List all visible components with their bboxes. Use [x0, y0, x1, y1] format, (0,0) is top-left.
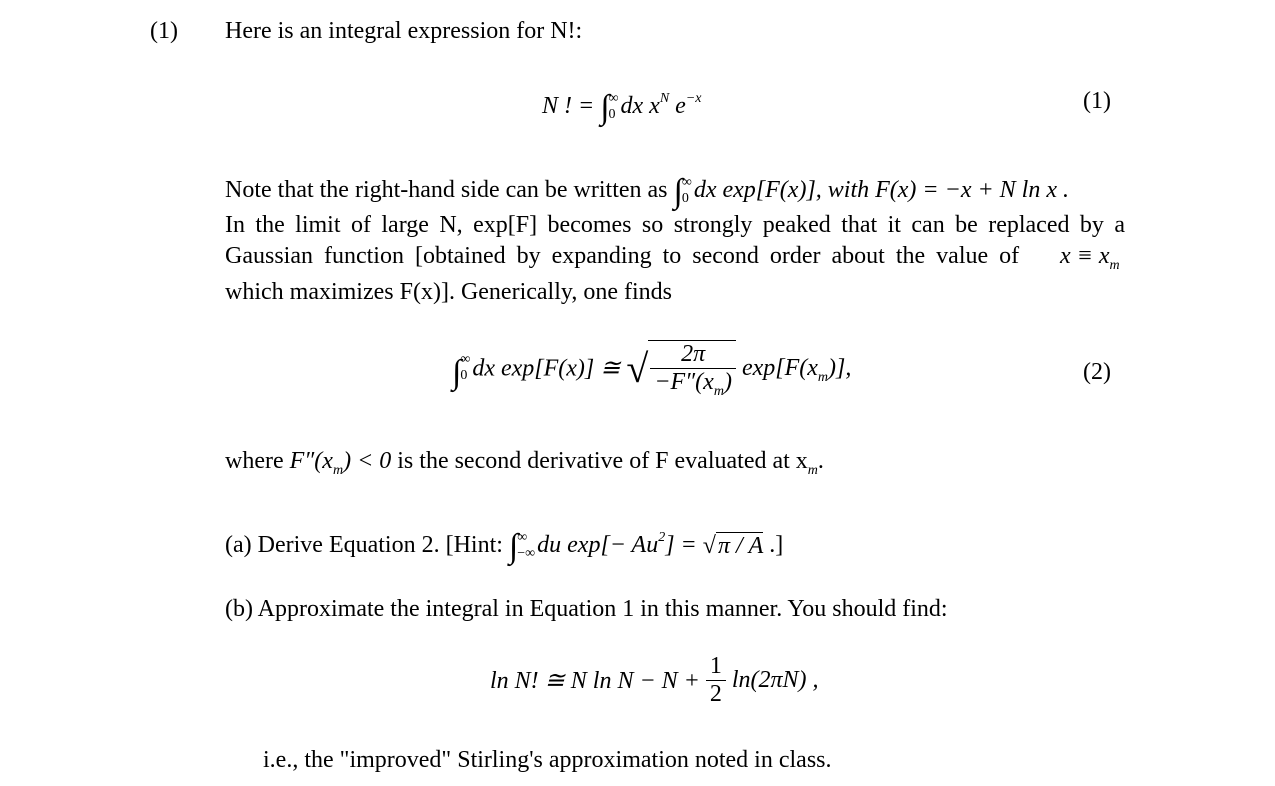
equation-1-number: (1) [1083, 88, 1111, 114]
equation-3: ln N! ≅ N ln N − N + $\frac{1}{2}$ ln(2πN) , [490, 653, 819, 707]
sqrt-fraction: √ $\frac{2\pi}{-F''(x_m)}$ [626, 340, 736, 396]
integral-sign: ∫ [600, 89, 610, 126]
note-line-4: which maximizes F(x)]. Generically, one finds [225, 279, 672, 305]
note-line-2: In the limit of large N, exp[F] becomes so strongly peaked that it can be replaced by a [225, 212, 1125, 238]
problem-number: (1) [150, 18, 178, 44]
part-a: (a) Derive Equation 2. [Hint: ∫ ∞ −∞ du $\exp[- Au^2] = √\pi / A$ .] [225, 528, 784, 565]
eq1-exponent-negx: −x [685, 91, 702, 106]
eq1-exponent-n: N [659, 91, 670, 106]
integral-sign: ∫ [673, 173, 683, 210]
note-line-3-math: $x \equiv x_m$ [1060, 243, 1120, 273]
note-line-1: Note that the right-hand side can be written as ∫ ∞ 0 dx exp[F(x)], with F(x) = −x + N ln x . [225, 173, 1069, 210]
closing-text: i.e., the "improved" Stirling's approximation noted in class. [263, 747, 832, 773]
where-line: where $F''(x_m) < 0$ is the second derivative of F evaluated at $x_m$. [225, 448, 824, 478]
eq1-lhs: N ! = [542, 93, 595, 119]
eq1-body: dx x [620, 93, 660, 119]
intro-text: Here is an integral expression for N!: [225, 18, 583, 44]
one-half-fraction: $\frac{1}{2}$ [706, 653, 726, 708]
equation-1 [542, 84, 702, 126]
note-line-3: Gaussian function [obtained by expanding to second order about the value of $x \equiv x_m$ [225, 243, 1120, 273]
equation-2-number: (2) [1083, 359, 1111, 385]
part-b: (b) Approximate the integral in Equation 1 in this manner. You should find: [225, 596, 948, 622]
eq1-limits: ∞ 0 [608, 91, 619, 123]
equation-2: ∫ ∞ 0 dx exp[F(x)] ≅ √ $\frac{2\pi}{-F''(x_m)}$ $\exp[F(x_m)]$, [452, 341, 852, 399]
part-b-label: (b) [225, 596, 253, 622]
integral-sign: ∫ [452, 354, 462, 391]
integral-sign: ∫ [508, 528, 519, 565]
eq1-e: e [675, 93, 686, 119]
part-a-label: (a) [225, 532, 252, 558]
